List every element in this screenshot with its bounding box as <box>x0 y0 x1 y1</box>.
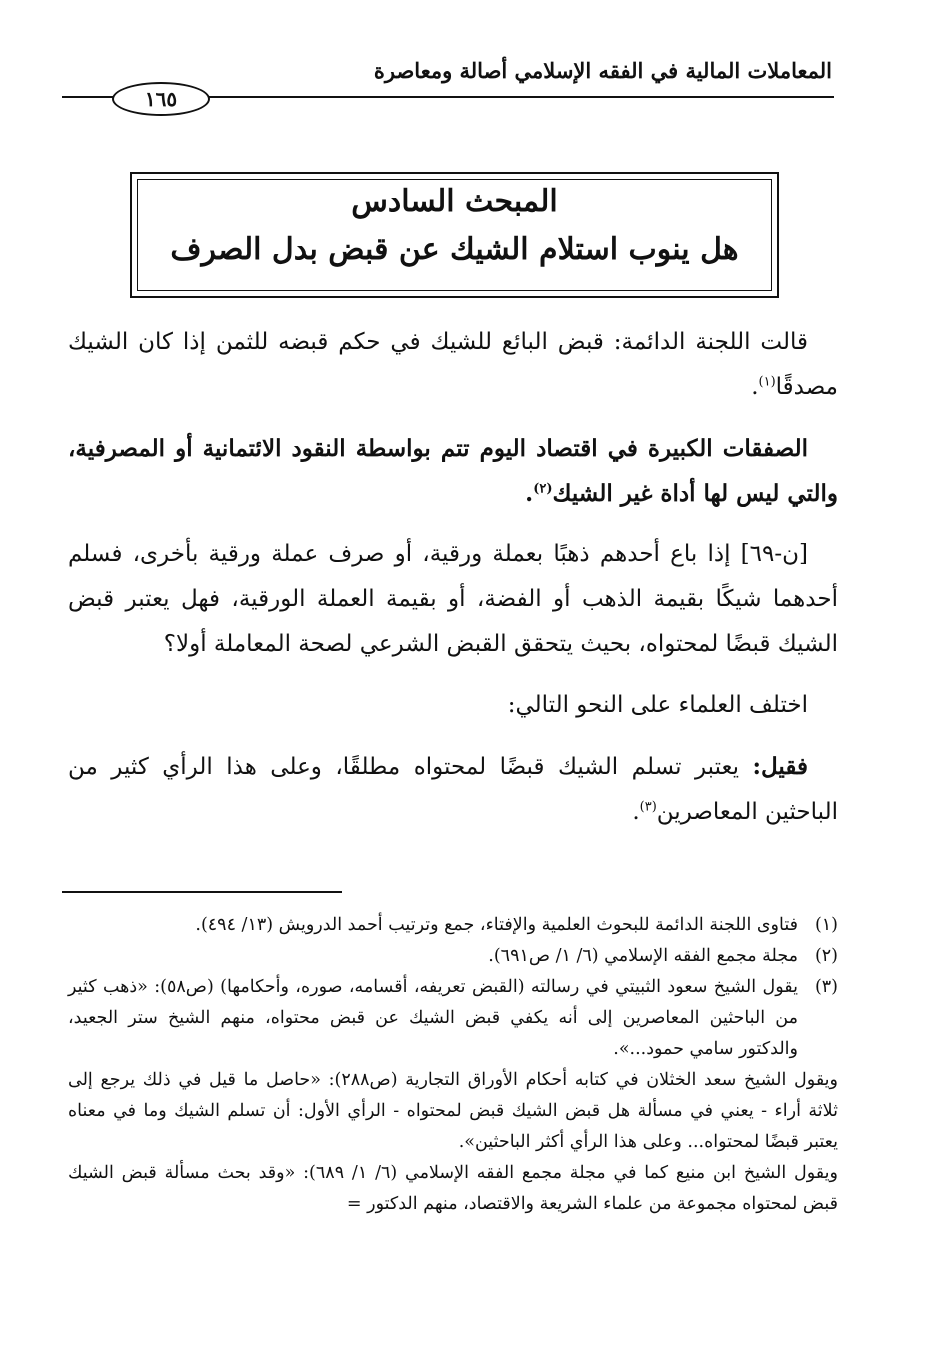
footnote-text: يقول الشيخ سعود الثبيتي في رسالته (القبض تعريفه، أقسامه، صوره، وأحكامها) (ص٥٨): «ذهب كثير من الباحثين المعاصرين إلى أنه يكفي قبض الشيك عن قبض محتواه، منهم الشيخ ستر الجعيد، والدكتور سامي حمود...». <box>68 977 799 1059</box>
section-question: هل ينوب استلام الشيك عن قبض بدل الصرف <box>170 232 739 267</box>
footnote-text: مجلة مجمع الفقه الإسلامي (٦/ ١/ ص٦٩١). <box>488 946 798 966</box>
footnote-3-continuation: ويقول الشيخ سعد الخثلان في كتابه أحكام الأوراق التجارية (ص٢٨٨): «حاصل ما قيل في ذلك يرجع إلى ثلاثة أراء - يعني في مسألة هل قبض الشيك قبض لمحتواه - الرأي الأول: أن تسلم الشيك وما في معناه يعتبر قبضًا لمحتواه... وعلى هذا الرأي أكثر الباحثين». <box>68 1070 838 1152</box>
footnote-number: (١) <box>814 915 838 935</box>
opinion-lead: فقيل: <box>752 753 808 780</box>
footnote-2 <box>68 941 838 972</box>
running-title: المعاملات المالية في الفقه الإسلامي أصالة ومعاصرة <box>373 58 832 83</box>
period: . <box>751 374 759 400</box>
paragraph-text: قالت اللجنة الدائمة: قبض البائع للشيك في حكم قبضه للثمن إذا كان الشيك مصدقًا <box>68 329 838 400</box>
paragraph-text: الصفقات الكبيرة في اقتصاد اليوم تتم بواسطة النقود الائتمانية أو المصرفية، والتي ليس لها أداة غير الشيك <box>68 435 838 507</box>
footnotes <box>68 910 838 1220</box>
section-heading: المبحث السادس <box>351 184 558 219</box>
footnote-number: (٣) <box>814 977 838 997</box>
footnote-ref: (١) <box>758 374 776 390</box>
main-text <box>68 320 838 851</box>
paragraph-committee <box>68 320 838 410</box>
period: . <box>525 480 534 507</box>
footnote-separator <box>62 891 342 893</box>
footnote-3 <box>68 972 838 1065</box>
footnote-3-continuation: ويقول الشيخ ابن منيع كما في مجلة مجمع الفقه الإسلامي (٦/ ١/ ٦٨٩): «وقد بحث مسألة قبض الشيك قبض لمحتواه مجموعة من علماء الشريعة والاقتصاد، منهم الدكتور = <box>68 1163 838 1214</box>
paragraph-transactions <box>68 426 838 516</box>
paragraph-text: [ن-٦٩] إذا باع أحدهم ذهبًا بعملة ورقية، أو صرف عملة ورقية بأخرى، فسلم أحدهما شيكًا بقيمة الذهب أو الفضة، أو بقيمة العملة الورقية، فهل يعتبر قبض الشيك قبضًا لمحتواه، بحيث يتحقق القبض الشرعي لصحة المعاملة أولا؟ <box>68 541 838 657</box>
page-number: ١٦٥ <box>112 82 210 116</box>
footnote-text: فتاوى اللجنة الدائمة للبحوث العلمية والإفتاء، جمع وترتيب أحمد الدرويش (١٣/ ٤٩٤). <box>195 915 798 935</box>
paragraph-text: اختلف العلماء على النحو التالي: <box>507 692 808 718</box>
footnote-1 <box>68 910 838 941</box>
footnote-ref: (٣) <box>639 799 657 815</box>
period: . <box>632 799 640 825</box>
paragraph-disagreement <box>68 683 838 728</box>
footnote-number: (٢) <box>814 946 838 966</box>
paragraph-text: يعتبر تسلم الشيك قبضًا لمحتواه مطلقًا، وعلى هذا الرأي كثير من الباحثين المعاصرين <box>68 754 838 825</box>
section-title-box <box>130 172 779 298</box>
footnote-ref: (٢) <box>533 481 553 497</box>
paragraph-first-opinion <box>68 744 838 835</box>
paragraph-issue <box>68 532 838 667</box>
